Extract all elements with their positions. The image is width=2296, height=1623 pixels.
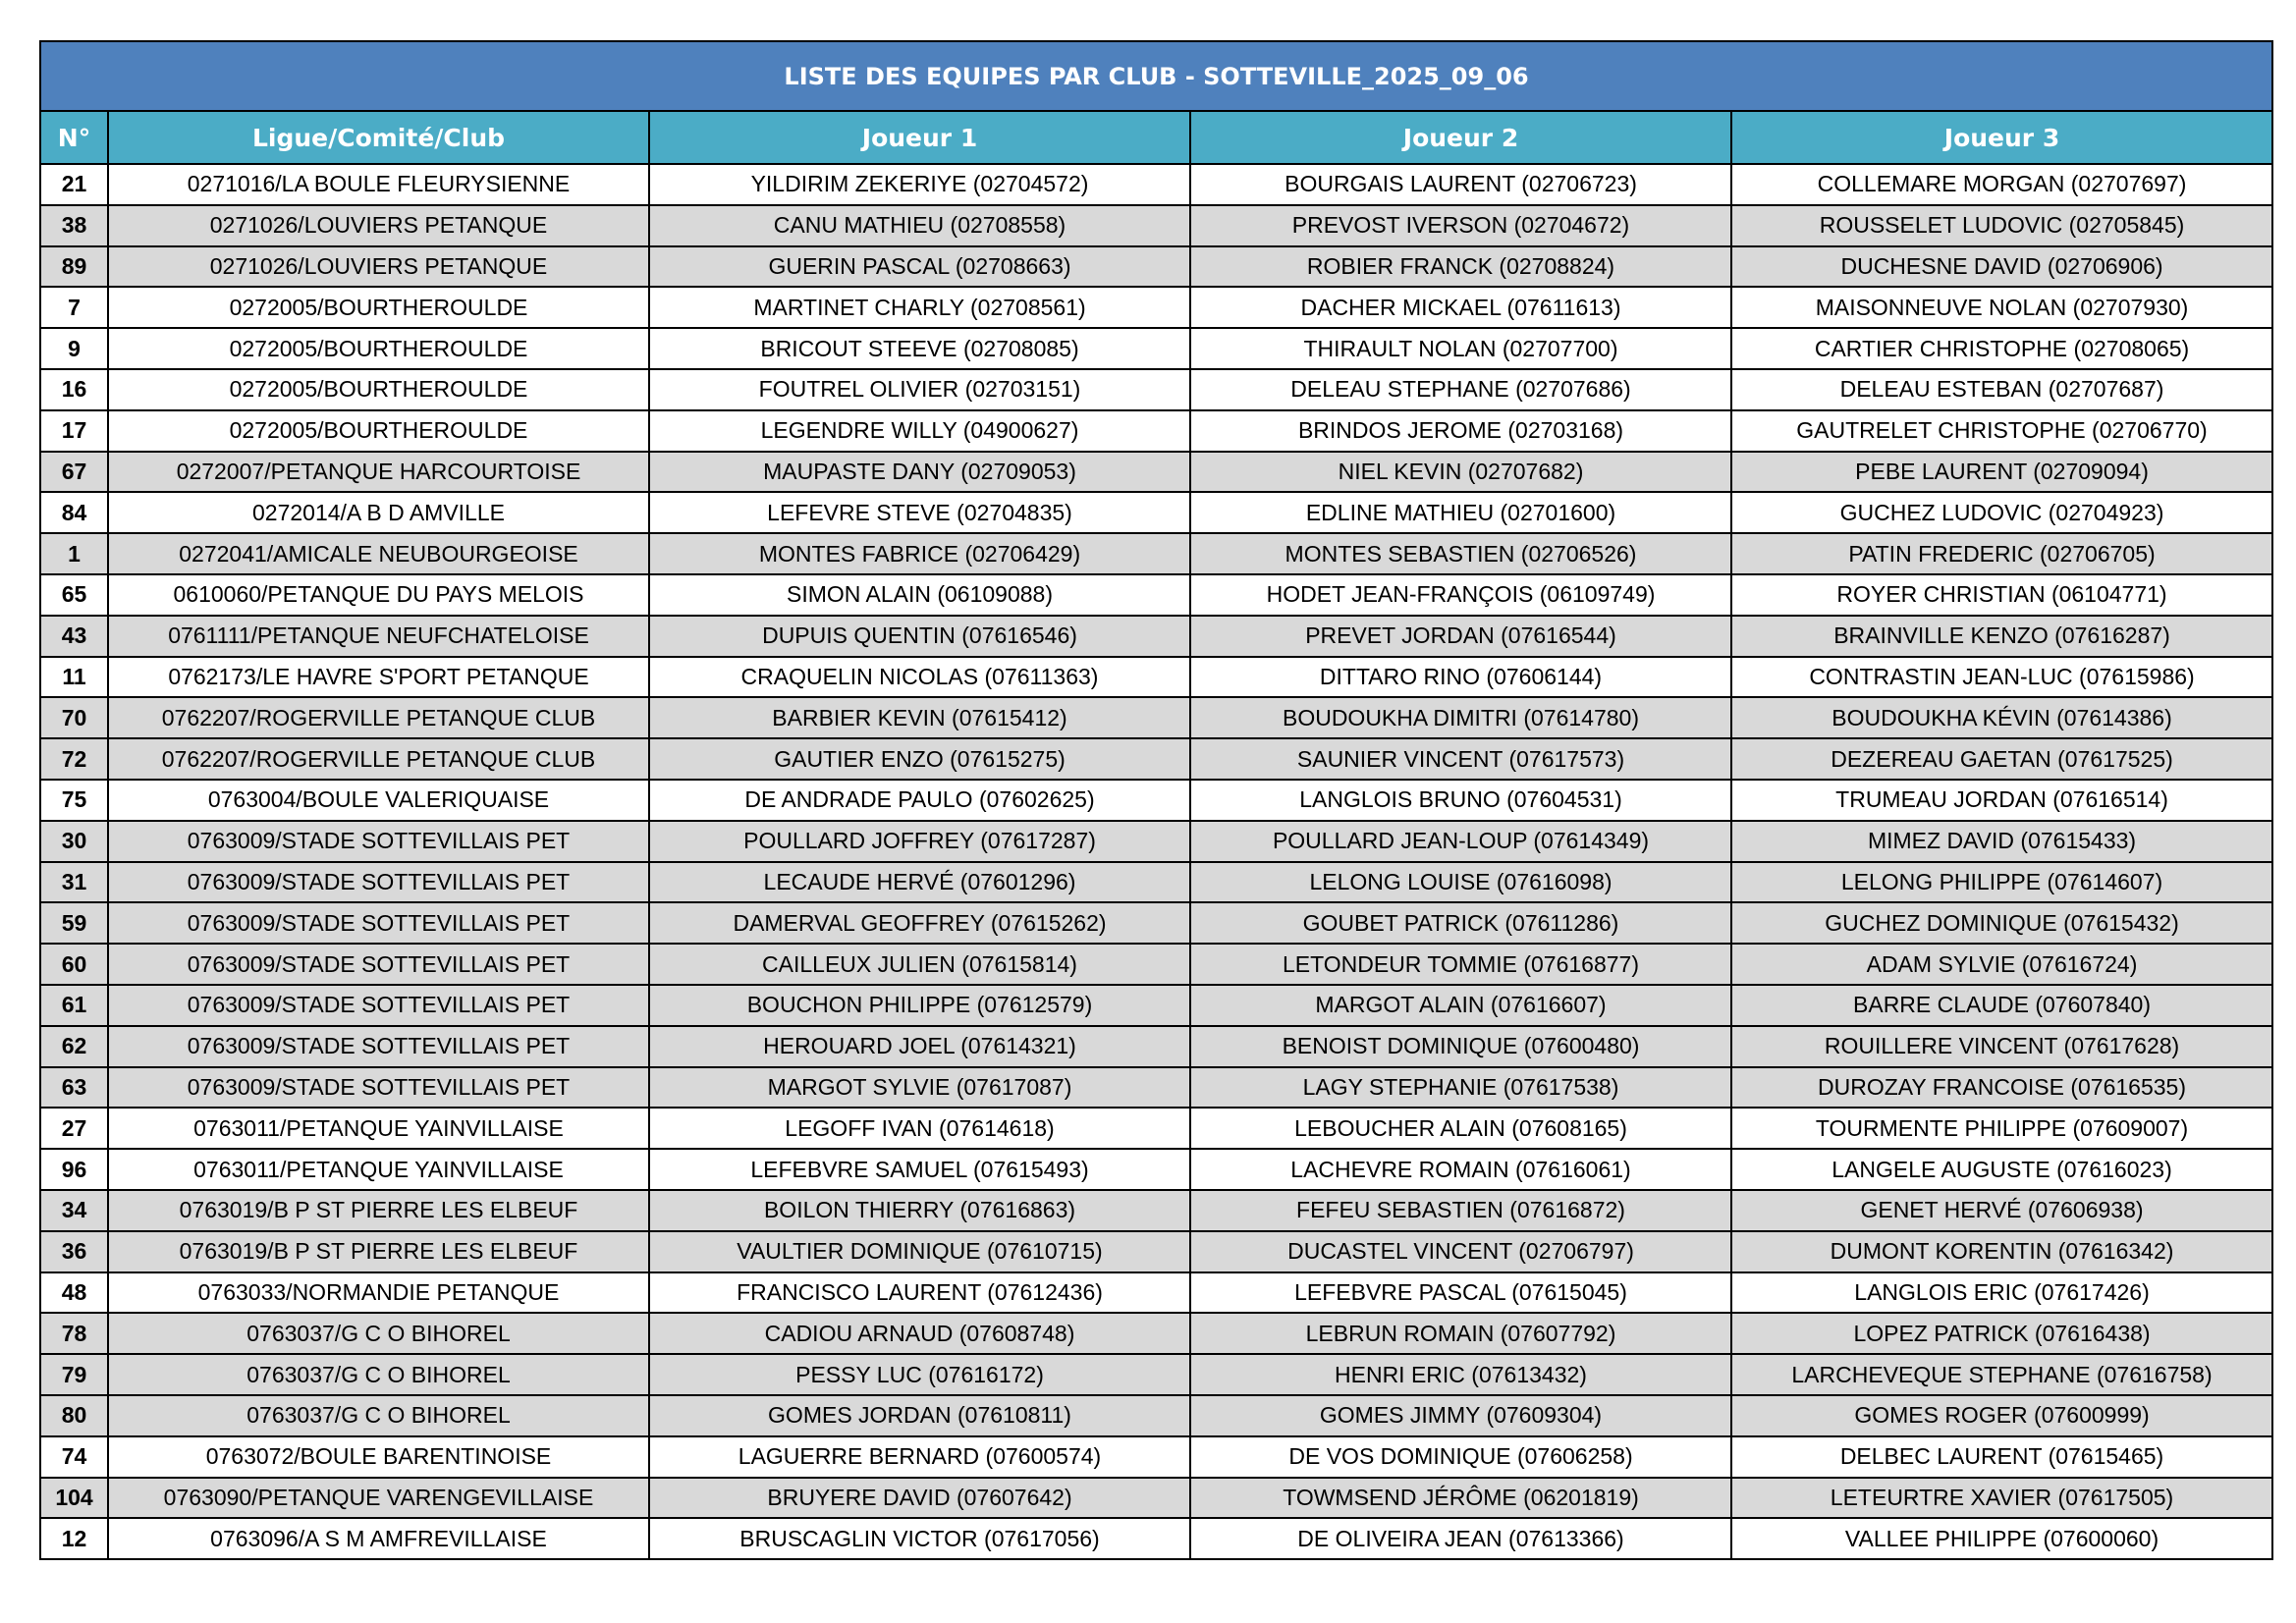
team-player-1: DUPUIS QUENTIN (07616546) — [649, 616, 1190, 657]
table-row — [40, 1272, 2272, 1314]
team-player-3: CONTRASTIN JEAN-LUC (07615986) — [1731, 657, 2272, 698]
team-number: 62 — [40, 1026, 108, 1067]
team-player-2: SAUNIER VINCENT (07617573) — [1190, 738, 1731, 780]
team-club: 0763011/PETANQUE YAINVILLAISE — [108, 1149, 649, 1190]
team-player-2: LELONG LOUISE (07616098) — [1190, 862, 1731, 903]
team-player-2: NIEL KEVIN (02707682) — [1190, 452, 1731, 493]
team-number: 60 — [40, 944, 108, 985]
team-player-3: GAUTRELET CHRISTOPHE (02706770) — [1731, 410, 2272, 452]
team-club: 0763009/STADE SOTTEVILLAIS PET — [108, 821, 649, 862]
table-title: LISTE DES EQUIPES PAR CLUB - SOTTEVILLE_2025_09_06 — [40, 41, 2272, 111]
team-number: 70 — [40, 697, 108, 738]
team-list-sheet — [39, 40, 2271, 1560]
team-number: 75 — [40, 780, 108, 821]
team-player-1: BRICOUT STEEVE (02708085) — [649, 328, 1190, 369]
team-player-3: LARCHEVEQUE STEPHANE (07616758) — [1731, 1354, 2272, 1395]
team-player-2: MONTES SEBASTIEN (02706526) — [1190, 533, 1731, 574]
team-player-1: LEGOFF IVAN (07614618) — [649, 1108, 1190, 1149]
team-club: 0272005/BOURTHEROULDE — [108, 287, 649, 328]
table-row — [40, 205, 2272, 246]
table-row — [40, 1478, 2272, 1519]
team-player-3: LANGLOIS ERIC (07617426) — [1731, 1272, 2272, 1314]
team-player-3: PEBE LAURENT (02709094) — [1731, 452, 2272, 493]
team-number: 36 — [40, 1231, 108, 1272]
team-player-2: LETONDEUR TOMMIE (07616877) — [1190, 944, 1731, 985]
team-player-3: ADAM SYLVIE (07616724) — [1731, 944, 2272, 985]
team-player-1: GOMES JORDAN (07610811) — [649, 1395, 1190, 1436]
table-row — [40, 1026, 2272, 1067]
team-player-3: CARTIER CHRISTOPHE (02708065) — [1731, 328, 2272, 369]
column-header-player-2: Joueur 2 — [1190, 111, 1731, 164]
team-number: 48 — [40, 1272, 108, 1314]
team-player-1: LEFEBVRE SAMUEL (07615493) — [649, 1149, 1190, 1190]
team-player-2: LANGLOIS BRUNO (07604531) — [1190, 780, 1731, 821]
team-club: 0763019/B P ST PIERRE LES ELBEUF — [108, 1190, 649, 1231]
column-header-number: N° — [40, 111, 108, 164]
team-number: 74 — [40, 1436, 108, 1478]
team-club: 0763037/G C O BIHOREL — [108, 1354, 649, 1395]
team-club: 0763090/PETANQUE VARENGEVILLAISE — [108, 1478, 649, 1519]
team-number: 16 — [40, 369, 108, 410]
team-player-1: BRUYERE DAVID (07607642) — [649, 1478, 1190, 1519]
team-club: 0272007/PETANQUE HARCOURTOISE — [108, 452, 649, 493]
team-number: 21 — [40, 164, 108, 205]
table-row — [40, 533, 2272, 574]
team-number: 61 — [40, 985, 108, 1026]
team-number: 7 — [40, 287, 108, 328]
team-number: 27 — [40, 1108, 108, 1149]
team-club: 0763009/STADE SOTTEVILLAIS PET — [108, 902, 649, 944]
team-player-1: BARBIER KEVIN (07615412) — [649, 697, 1190, 738]
table-row — [40, 574, 2272, 616]
team-number: 34 — [40, 1190, 108, 1231]
team-player-3: TRUMEAU JORDAN (07616514) — [1731, 780, 2272, 821]
team-club: 0763009/STADE SOTTEVILLAIS PET — [108, 985, 649, 1026]
team-number: 9 — [40, 328, 108, 369]
table-row — [40, 1231, 2272, 1272]
team-player-3: BRAINVILLE KENZO (07616287) — [1731, 616, 2272, 657]
team-club: 0761111/PETANQUE NEUFCHATELOISE — [108, 616, 649, 657]
team-player-2: BOURGAIS LAURENT (02706723) — [1190, 164, 1731, 205]
team-number: 65 — [40, 574, 108, 616]
team-player-2: BOUDOUKHA DIMITRI (07614780) — [1190, 697, 1731, 738]
team-table — [39, 40, 2273, 1560]
team-player-2: LEBOUCHER ALAIN (07608165) — [1190, 1108, 1731, 1149]
team-player-3: DELEAU ESTEBAN (02707687) — [1731, 369, 2272, 410]
team-player-2: DUCASTEL VINCENT (02706797) — [1190, 1231, 1731, 1272]
team-club: 0763011/PETANQUE YAINVILLAISE — [108, 1108, 649, 1149]
team-player-3: MIMEZ DAVID (07615433) — [1731, 821, 2272, 862]
team-player-3: DELBEC LAURENT (07615465) — [1731, 1436, 2272, 1478]
team-player-1: MARTINET CHARLY (02708561) — [649, 287, 1190, 328]
team-player-1: LEGENDRE WILLY (04900627) — [649, 410, 1190, 452]
header-row — [40, 111, 2272, 164]
table-row — [40, 164, 2272, 205]
team-player-2: POULLARD JEAN-LOUP (07614349) — [1190, 821, 1731, 862]
table-row — [40, 985, 2272, 1026]
team-club: 0762207/ROGERVILLE PETANQUE CLUB — [108, 697, 649, 738]
team-player-3: VALLEE PHILIPPE (07600060) — [1731, 1518, 2272, 1559]
table-row — [40, 862, 2272, 903]
team-number: 78 — [40, 1313, 108, 1354]
team-player-1: HEROUARD JOEL (07614321) — [649, 1026, 1190, 1067]
table-row — [40, 1313, 2272, 1354]
team-player-2: MARGOT ALAIN (07616607) — [1190, 985, 1731, 1026]
table-row — [40, 780, 2272, 821]
team-player-1: CANU MATHIEU (02708558) — [649, 205, 1190, 246]
team-player-2: HODET JEAN-FRANÇOIS (06109749) — [1190, 574, 1731, 616]
team-club: 0271026/LOUVIERS PETANQUE — [108, 205, 649, 246]
table-row — [40, 902, 2272, 944]
team-player-1: YILDIRIM ZEKERIYE (02704572) — [649, 164, 1190, 205]
table-body — [40, 164, 2272, 1559]
team-player-3: LELONG PHILIPPE (07614607) — [1731, 862, 2272, 903]
team-number: 12 — [40, 1518, 108, 1559]
team-club: 0610060/PETANQUE DU PAYS MELOIS — [108, 574, 649, 616]
team-number: 67 — [40, 452, 108, 493]
team-club: 0763009/STADE SOTTEVILLAIS PET — [108, 944, 649, 985]
team-player-3: COLLEMARE MORGAN (02707697) — [1731, 164, 2272, 205]
team-number: 79 — [40, 1354, 108, 1395]
team-player-1: BOUCHON PHILIPPE (07612579) — [649, 985, 1190, 1026]
team-player-2: GOMES JIMMY (07609304) — [1190, 1395, 1731, 1436]
team-number: 30 — [40, 821, 108, 862]
team-player-1: GUERIN PASCAL (02708663) — [649, 246, 1190, 288]
team-player-3: GENET HERVÉ (07606938) — [1731, 1190, 2272, 1231]
team-player-2: FEFEU SEBASTIEN (07616872) — [1190, 1190, 1731, 1231]
team-club: 0763037/G C O BIHOREL — [108, 1313, 649, 1354]
team-player-2: DE OLIVEIRA JEAN (07613366) — [1190, 1518, 1731, 1559]
team-player-2: ROBIER FRANCK (02708824) — [1190, 246, 1731, 288]
column-header-club: Ligue/Comité/Club — [108, 111, 649, 164]
team-player-2: LACHEVRE ROMAIN (07616061) — [1190, 1149, 1731, 1190]
team-club: 0763033/NORMANDIE PETANQUE — [108, 1272, 649, 1314]
team-player-1: LECAUDE HERVÉ (07601296) — [649, 862, 1190, 903]
team-player-2: DITTARO RINO (07606144) — [1190, 657, 1731, 698]
table-row — [40, 287, 2272, 328]
team-number: 59 — [40, 902, 108, 944]
team-number: 63 — [40, 1067, 108, 1109]
table-row — [40, 1436, 2272, 1478]
team-player-1: CAILLEUX JULIEN (07615814) — [649, 944, 1190, 985]
table-row — [40, 1354, 2272, 1395]
team-number: 11 — [40, 657, 108, 698]
team-number: 80 — [40, 1395, 108, 1436]
table-row — [40, 452, 2272, 493]
table-row — [40, 1190, 2272, 1231]
column-header-player-1: Joueur 1 — [649, 111, 1190, 164]
title-row — [40, 41, 2272, 111]
team-player-3: ROUSSELET LUDOVIC (02705845) — [1731, 205, 2272, 246]
table-row — [40, 1395, 2272, 1436]
team-player-3: GUCHEZ DOMINIQUE (07615432) — [1731, 902, 2272, 944]
team-club: 0272005/BOURTHEROULDE — [108, 328, 649, 369]
table-row — [40, 328, 2272, 369]
team-player-2: BENOIST DOMINIQUE (07600480) — [1190, 1026, 1731, 1067]
team-player-2: PREVOST IVERSON (02704672) — [1190, 205, 1731, 246]
team-player-1: PESSY LUC (07616172) — [649, 1354, 1190, 1395]
team-club: 0272005/BOURTHEROULDE — [108, 369, 649, 410]
team-player-3: DEZEREAU GAETAN (07617525) — [1731, 738, 2272, 780]
team-club: 0763096/A S M AMFREVILLAISE — [108, 1518, 649, 1559]
team-player-3: GUCHEZ LUDOVIC (02704923) — [1731, 492, 2272, 533]
table-row — [40, 697, 2272, 738]
team-club: 0271026/LOUVIERS PETANQUE — [108, 246, 649, 288]
team-player-3: TOURMENTE PHILIPPE (07609007) — [1731, 1108, 2272, 1149]
team-player-3: DUROZAY FRANCOISE (07616535) — [1731, 1067, 2272, 1109]
team-player-2: LEBRUN ROMAIN (07607792) — [1190, 1313, 1731, 1354]
team-player-3: ROUILLERE VINCENT (07617628) — [1731, 1026, 2272, 1067]
team-club: 0763004/BOULE VALERIQUAISE — [108, 780, 649, 821]
team-player-2: TOWMSEND JÉRÔME (06201819) — [1190, 1478, 1731, 1519]
team-player-1: DE ANDRADE PAULO (07602625) — [649, 780, 1190, 821]
team-player-1: DAMERVAL GEOFFREY (07615262) — [649, 902, 1190, 944]
team-club: 0763072/BOULE BARENTINOISE — [108, 1436, 649, 1478]
team-club: 0272014/A B D AMVILLE — [108, 492, 649, 533]
team-player-3: ROYER CHRISTIAN (06104771) — [1731, 574, 2272, 616]
team-player-3: PATIN FREDERIC (02706705) — [1731, 533, 2272, 574]
team-player-1: BRUSCAGLIN VICTOR (07617056) — [649, 1518, 1190, 1559]
team-club: 0763037/G C O BIHOREL — [108, 1395, 649, 1436]
team-player-2: THIRAULT NOLAN (02707700) — [1190, 328, 1731, 369]
team-number: 38 — [40, 205, 108, 246]
team-player-1: VAULTIER DOMINIQUE (07610715) — [649, 1231, 1190, 1272]
team-club: 0272041/AMICALE NEUBOURGEOISE — [108, 533, 649, 574]
team-player-2: BRINDOS JEROME (02703168) — [1190, 410, 1731, 452]
team-player-1: FRANCISCO LAURENT (07612436) — [649, 1272, 1190, 1314]
team-player-2: HENRI ERIC (07613432) — [1190, 1354, 1731, 1395]
team-club: 0762173/LE HAVRE S'PORT PETANQUE — [108, 657, 649, 698]
team-number: 96 — [40, 1149, 108, 1190]
team-player-3: MAISONNEUVE NOLAN (02707930) — [1731, 287, 2272, 328]
team-player-2: LEFEBVRE PASCAL (07615045) — [1190, 1272, 1731, 1314]
table-row — [40, 410, 2272, 452]
team-player-2: GOUBET PATRICK (07611286) — [1190, 902, 1731, 944]
column-header-player-3: Joueur 3 — [1731, 111, 2272, 164]
team-player-3: LETEURTRE XAVIER (07617505) — [1731, 1478, 2272, 1519]
team-player-1: GAUTIER ENZO (07615275) — [649, 738, 1190, 780]
team-player-1: LAGUERRE BERNARD (07600574) — [649, 1436, 1190, 1478]
team-player-1: CADIOU ARNAUD (07608748) — [649, 1313, 1190, 1354]
team-number: 72 — [40, 738, 108, 780]
team-club: 0272005/BOURTHEROULDE — [108, 410, 649, 452]
team-player-2: DE VOS DOMINIQUE (07606258) — [1190, 1436, 1731, 1478]
team-player-3: BARRE CLAUDE (07607840) — [1731, 985, 2272, 1026]
table-row — [40, 1518, 2272, 1559]
team-player-3: GOMES ROGER (07600999) — [1731, 1395, 2272, 1436]
table-row — [40, 1108, 2272, 1149]
team-number: 1 — [40, 533, 108, 574]
team-number: 31 — [40, 862, 108, 903]
team-player-3: DUMONT KORENTIN (07616342) — [1731, 1231, 2272, 1272]
table-row — [40, 246, 2272, 288]
team-player-1: MARGOT SYLVIE (07617087) — [649, 1067, 1190, 1109]
team-player-2: PREVET JORDAN (07616544) — [1190, 616, 1731, 657]
team-club: 0271016/LA BOULE FLEURYSIENNE — [108, 164, 649, 205]
table-row — [40, 616, 2272, 657]
team-club: 0763009/STADE SOTTEVILLAIS PET — [108, 1067, 649, 1109]
team-number: 17 — [40, 410, 108, 452]
table-row — [40, 657, 2272, 698]
team-club: 0763009/STADE SOTTEVILLAIS PET — [108, 1026, 649, 1067]
team-player-1: POULLARD JOFFREY (07617287) — [649, 821, 1190, 862]
team-player-1: MAUPASTE DANY (02709053) — [649, 452, 1190, 493]
team-club: 0763009/STADE SOTTEVILLAIS PET — [108, 862, 649, 903]
team-player-3: LOPEZ PATRICK (07616438) — [1731, 1313, 2272, 1354]
team-number: 43 — [40, 616, 108, 657]
team-player-2: DACHER MICKAEL (07611613) — [1190, 287, 1731, 328]
team-player-3: BOUDOUKHA KÉVIN (07614386) — [1731, 697, 2272, 738]
team-number: 84 — [40, 492, 108, 533]
table-row — [40, 738, 2272, 780]
team-player-2: DELEAU STEPHANE (02707686) — [1190, 369, 1731, 410]
table-row — [40, 944, 2272, 985]
team-club: 0762207/ROGERVILLE PETANQUE CLUB — [108, 738, 649, 780]
team-player-2: EDLINE MATHIEU (02701600) — [1190, 492, 1731, 533]
team-number: 104 — [40, 1478, 108, 1519]
team-player-3: DUCHESNE DAVID (02706906) — [1731, 246, 2272, 288]
table-row — [40, 1067, 2272, 1109]
table-row — [40, 492, 2272, 533]
table-row — [40, 821, 2272, 862]
team-player-1: MONTES FABRICE (02706429) — [649, 533, 1190, 574]
table-row — [40, 1149, 2272, 1190]
team-number: 89 — [40, 246, 108, 288]
team-player-2: LAGY STEPHANIE (07617538) — [1190, 1067, 1731, 1109]
team-player-1: SIMON ALAIN (06109088) — [649, 574, 1190, 616]
team-player-3: LANGELE AUGUSTE (07616023) — [1731, 1149, 2272, 1190]
team-player-1: BOILON THIERRY (07616863) — [649, 1190, 1190, 1231]
team-club: 0763019/B P ST PIERRE LES ELBEUF — [108, 1231, 649, 1272]
table-row — [40, 369, 2272, 410]
team-player-1: FOUTREL OLIVIER (02703151) — [649, 369, 1190, 410]
team-player-1: LEFEVRE STEVE (02704835) — [649, 492, 1190, 533]
team-player-1: CRAQUELIN NICOLAS (07611363) — [649, 657, 1190, 698]
